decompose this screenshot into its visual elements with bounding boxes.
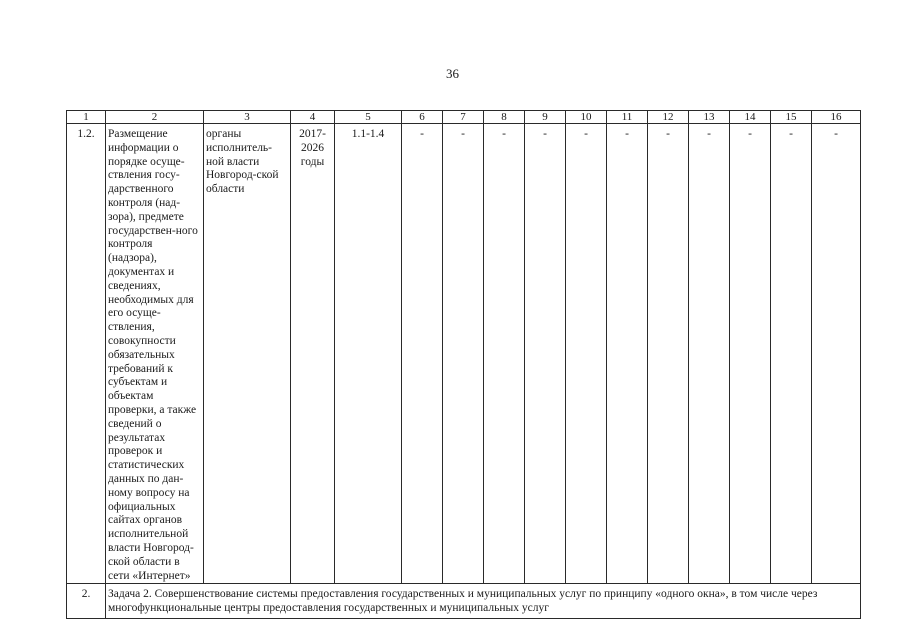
value-cell: -: [812, 124, 861, 584]
column-number: 16: [812, 111, 861, 124]
value-cell: -: [525, 124, 566, 584]
column-number: 7: [443, 111, 484, 124]
column-number: 10: [566, 111, 607, 124]
column-number: 3: [204, 111, 291, 124]
value-cell: -: [689, 124, 730, 584]
value-cell: -: [730, 124, 771, 584]
column-number: 4: [291, 111, 335, 124]
period-cell: 2017-2026 годы: [291, 124, 335, 584]
column-number: 13: [689, 111, 730, 124]
value-cell: -: [443, 124, 484, 584]
value-cell: -: [484, 124, 525, 584]
task-row: [67, 584, 861, 619]
column-number: 8: [484, 111, 525, 124]
page-number: 36: [446, 66, 459, 81]
column-number: 11: [607, 111, 648, 124]
task-title: Задача 2. Совершенствование системы предоставления государственных и муниципальных услуг по принципу «одного окна», в том числе через многофункциональные центры предоставления государственных и муниципальных услуг: [106, 584, 861, 619]
program-table: [66, 110, 861, 619]
row-number: 1.2.: [67, 124, 106, 584]
value-cell: -: [648, 124, 689, 584]
value-cell: -: [402, 124, 443, 584]
column-number: 15: [771, 111, 812, 124]
column-number: 5: [335, 111, 402, 124]
column-number: 6: [402, 111, 443, 124]
column-number: 12: [648, 111, 689, 124]
column-number: 2: [106, 111, 204, 124]
activity-description: Размещение информации о порядке осуще-ствления госу-дарственного контроля (над-зора), предмете государствен-ного контроля (надзора), документах и сведениях, необходимых для его осуще-ствления, совокупности обязательных требований к субъектам и объектам проверки, а также сведений о результатах проверок и статистических данных по дан-ному вопросу на официальных сайтах органов исполнительной власти Новгород-ской области в сети «Интернет»: [106, 124, 204, 584]
task-number: 2.: [67, 584, 106, 619]
column-number-header-row: [67, 111, 861, 124]
indicators-cell: 1.1-1.4: [335, 124, 402, 584]
executor-cell: органы исполнитель-ной власти Новгород-ской области: [204, 124, 291, 584]
column-number: 1: [67, 111, 106, 124]
column-number: 9: [525, 111, 566, 124]
value-cell: -: [566, 124, 607, 584]
table-row: [67, 124, 861, 584]
value-cell: -: [607, 124, 648, 584]
column-number: 14: [730, 111, 771, 124]
value-cell: -: [771, 124, 812, 584]
